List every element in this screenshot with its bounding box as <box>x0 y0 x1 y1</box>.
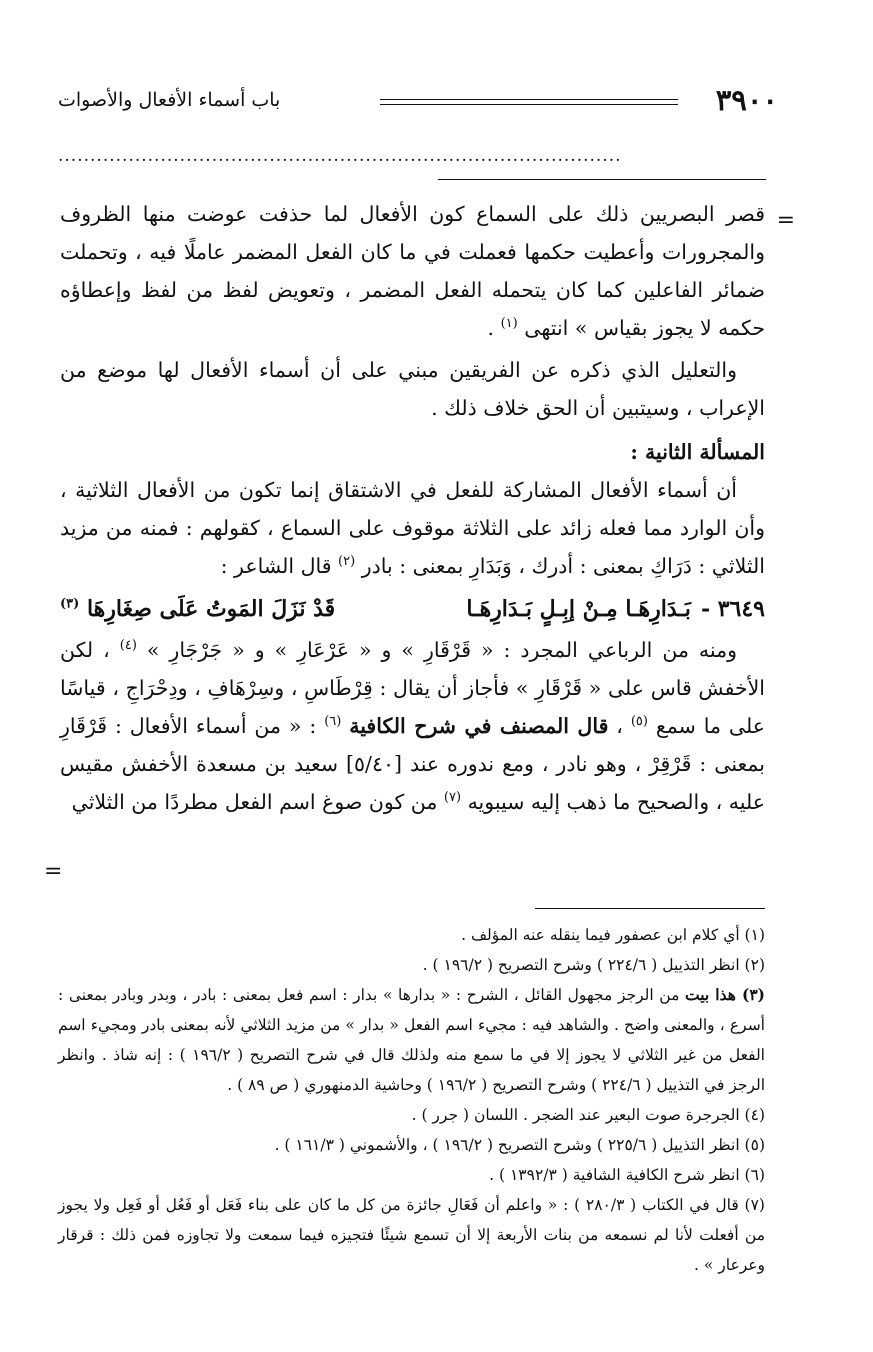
section-heading: المسألة الثانية : <box>630 440 765 464</box>
running-header <box>58 80 778 120</box>
footnote-1: (١) أي كلام ابن عصفور فيما ينقله عنه المؤلف . <box>461 926 765 944</box>
header-double-rule <box>380 99 678 105</box>
verse-right-text: بَـدَارِهَـا مِـنْ إبِـلٍ بَـدَارِهَـا <box>466 596 691 622</box>
header-separator-rule <box>438 179 766 180</box>
continuation-mark-top: = <box>776 208 795 233</box>
footnote-5: (٥) انظر التذييل ( ٢٢٥/٦ ) وشرح التصريح ( ١٩٦/٢ ) ، والأشموني ( ١٦١/٣ ) . <box>274 1136 765 1154</box>
footnote-6: (٦) انظر شرح الكافية الشافية ( ١٣٩٢/٣ ) . <box>489 1166 765 1184</box>
paragraph-4 <box>60 631 765 821</box>
footnote-ref-3: (٣) <box>60 596 80 612</box>
footnote-3 <box>58 980 765 1100</box>
footnote-ref-1: (١) <box>500 316 518 332</box>
verse-second-hemistich <box>60 587 335 631</box>
footnote-ref-6: (٦) <box>324 714 342 730</box>
main-text <box>60 195 765 821</box>
footnotes <box>58 920 765 1280</box>
page-number: ٣٩٠٠ <box>715 83 778 117</box>
footnote-ref-5: (٥) <box>630 714 648 730</box>
paragraph-4-a: ومنه من الرباعي المجرد : « قَرْقَارِ » و « عَرْعَارِ » و « جَرْجَارِ » <box>146 638 737 662</box>
verse-left-text: قَدْ نَزَلَ المَوتُ عَلَى صِغَارِهَا <box>86 596 336 622</box>
paragraph-4-c: ، <box>608 714 631 738</box>
footnote-ref-2: (٢) <box>338 554 356 570</box>
continuation-mark-bottom: = <box>44 859 63 884</box>
footnote-ref-7: (٧) <box>443 790 462 806</box>
paragraph-1 <box>60 195 765 347</box>
verse-first-hemistich <box>466 587 765 631</box>
footnote-3-label: (٣) هذا بيت <box>685 985 765 1004</box>
paragraph-3 <box>60 471 765 585</box>
continuation-dots: ........................................................................................ <box>58 146 622 166</box>
paragraph-4-bold: قال المصنف في شرح الكافية <box>349 714 609 738</box>
poem-verse <box>60 587 765 631</box>
paragraph-3-text: أن أسماء الأفعال المشاركة للفعل في الاشتقاق إنما تكون من الأفعال الثلاثية ، وأن الوارد مما فعله زائد على الثلاثة موقوف على السماع ، كقولهم : فمنه من مزيد الثلاثي : دَرَاكِ بمعنى : أدرك ، وَبَدَارِ بمعنى : بادر <box>60 478 765 578</box>
paragraph-2: والتعليل الذي ذكره عن الفريقين مبني على أن أسماء الأفعال لها موضع من الإعراب ، وسيتبين أن الحق خلاف ذلك . <box>60 358 765 420</box>
footnote-ref-4: (٤) <box>119 638 137 654</box>
paragraph-1-end: . <box>487 316 501 340</box>
paragraph-1-text: قصر البصريين ذلك على السماع كون الأفعال لما حذفت عوضت منها الظروف والمجرورات وأعطيت حكمها فعملت في ما كان الفعل المضمر عاملًا فيه ، وتحملت ضمائر الفاعلين كما كان يتحمله الفعل المضمر ، وتعويض لفظ من لفظ وإعطاؤه حكمه لا يجوز بقياس » انتهى <box>60 202 765 340</box>
footnote-separator <box>535 908 765 909</box>
footnote-3-text: من الرجز مجهول القائل ، الشرح : « بدارها » بدار : اسم فعل بمعنى : بادر ، وبدر وبادر بمعنى : أسرع ، والمعنى واضح . والشاهد فيه : مجيء اسم الفعل « بدار » من مزيد الثلاثي لأنه بمعنى بادر ومجيء اسم الفعل من غير الثلاثي لا يجوز إلا في ما سمع منه ولذلك قال في شرح التصريح ( ١٩٦/٢ ) : إنه شاذ . وانظر الرجز في التذييل ( ٢٢٤/٦ ) وشرح التصريح ( ١٩٦/٢ ) وحاشية الدمنهوري ( ص ٨٩ ) . <box>58 986 765 1094</box>
footnote-7: (٧) قال في الكتاب ( ٢٨٠/٣ ) : « واعلم أن فَعَالِ جائزة من كل ما كان على بناء فَعَل أو فَعُل أو فَعِل ولا يجوز من أفعلت لأنا لم نسمعه من بنات الأربعة إلا أن تسمع شيئًا فتجيزه فيما سمعت ولا تجاوزه فمن ذلك : قرقار وعرعار » . <box>58 1196 765 1274</box>
paragraph-4-e: من كون صوغ اسم الفعل مطردًا من الثلاثي <box>71 790 444 814</box>
verse-number: ٣٦٤٩ - <box>700 596 765 622</box>
paragraph-3-end: قال الشاعر : <box>220 554 339 578</box>
paragraph-4-d: : « من أسماء الأفعال : قَرْقَارِ بمعنى : قَرْقِرْ ، وهو نادر ، ومع ندوره عند [٥/٤٠] سعيد بن مسعدة الأخفش مقيس عليه ، والصحيح ما ذهب إليه سيبويه <box>60 714 765 814</box>
paragraph-4-b: ، لكن الأخفش قاس على « قَرْقَارِ » فأجاز أن يقال : قِرْطَاسِ ، وسِرْهَافِ ، ودِحْرَاجِ ، قياسًا على ما سمع <box>60 638 765 738</box>
chapter-title: باب أسماء الأفعال والأصوات <box>58 89 281 111</box>
footnote-2: (٢) انظر التذييل ( ٢٢٤/٦ ) وشرح التصريح ( ١٩٦/٢ ) . <box>422 956 765 974</box>
footnote-4: (٤) الجرجرة صوت البعير عند الضجر . اللسان ( جرر ) . <box>411 1106 765 1124</box>
